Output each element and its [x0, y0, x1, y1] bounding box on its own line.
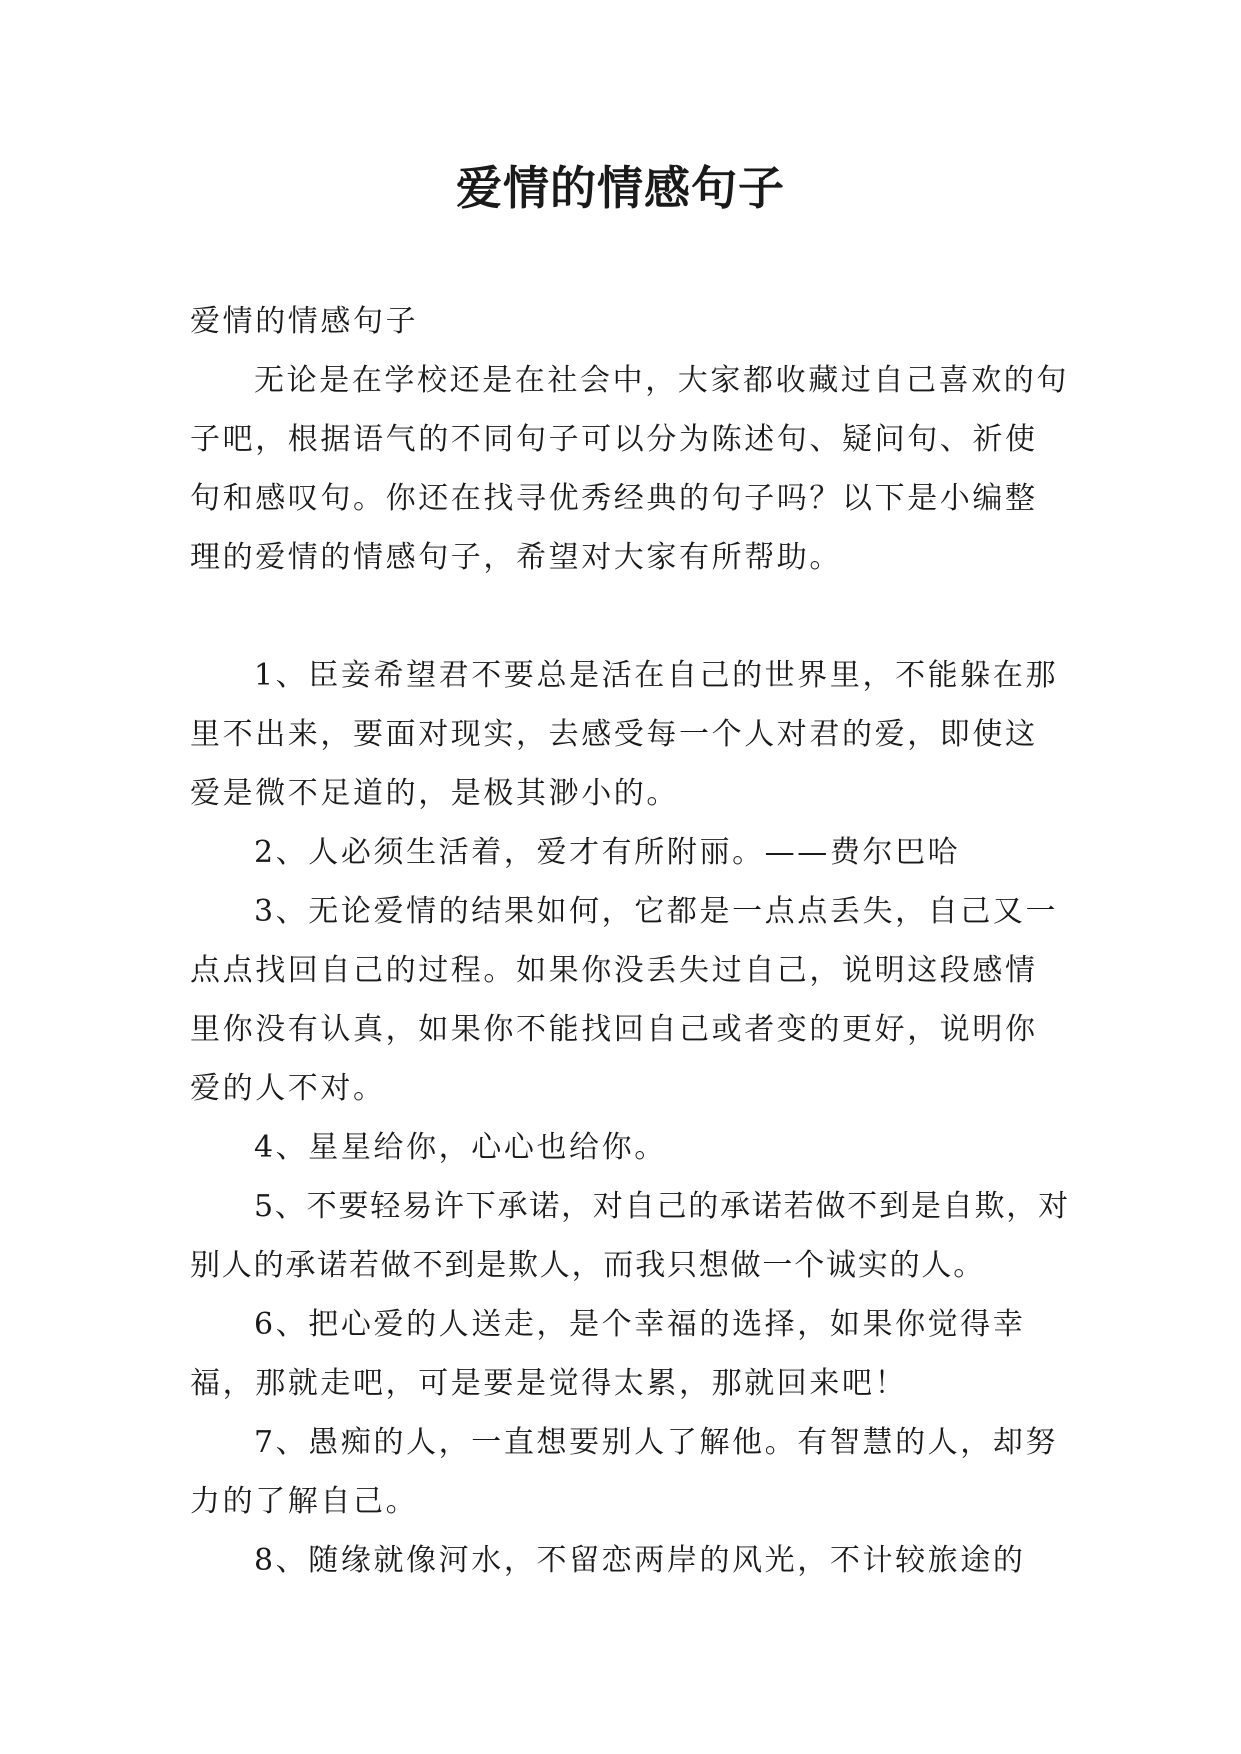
sentence-item-8: 8、随缘就像河水，不留恋两岸的风光，不计较旅途的: [254, 1543, 1026, 1578]
document-body: [190, 292, 1070, 1590]
sentence-item-5: 5、不要轻易许下承诺，对自己的承诺若做不到是自欺，对别人的承诺若做不到是欺人，而我只想做一个诚实的人。: [190, 1189, 1070, 1283]
sentence-item-6: 6、把心爱的人送走，是个幸福的选择，如果你觉得幸福，那就走吧，可是要是觉得太累，那就回来吧！: [190, 1307, 1026, 1401]
document-subtitle: 爱情的情感句子: [190, 304, 419, 339]
sentence-item-2: 2、人必须生活着，爱才有所附丽。——费尔巴哈: [254, 835, 961, 870]
sentence-item-4: 4、星星给你，心心也给你。: [254, 1130, 667, 1165]
sentence-item-7: 7、愚痴的人，一直想要别人了解他。有智慧的人，却努力的了解自己。: [190, 1425, 1059, 1519]
paragraph-spacer: [190, 587, 1070, 646]
intro-paragraph: 无论是在学校还是在社会中，大家都收藏过自己喜欢的句子吧，根据语气的不同句子可以分为陈述句、疑问句、祈使句和感叹句。你还在找寻优秀经典的句子吗？以下是小编整理的爱情的情感句子，希望对大家有所帮助。: [190, 363, 1069, 575]
sentence-item-1: 1、臣妾希望君不要总是活在自己的世界里，不能躲在那里不出来，要面对现实，去感受每一个人对君的爱，即使这爱是微不足道的，是极其渺小的。: [190, 658, 1059, 811]
sentence-item-3: 3、无论爱情的结果如何，它都是一点点丢失，自己又一点点找回自己的过程。如果你没丢失过自己，说明这段感情里你没有认真，如果你不能找回自己或者变的更好，说明你爱的人不对。: [190, 894, 1059, 1106]
document-title: 爱情的情感句子: [456, 161, 785, 215]
